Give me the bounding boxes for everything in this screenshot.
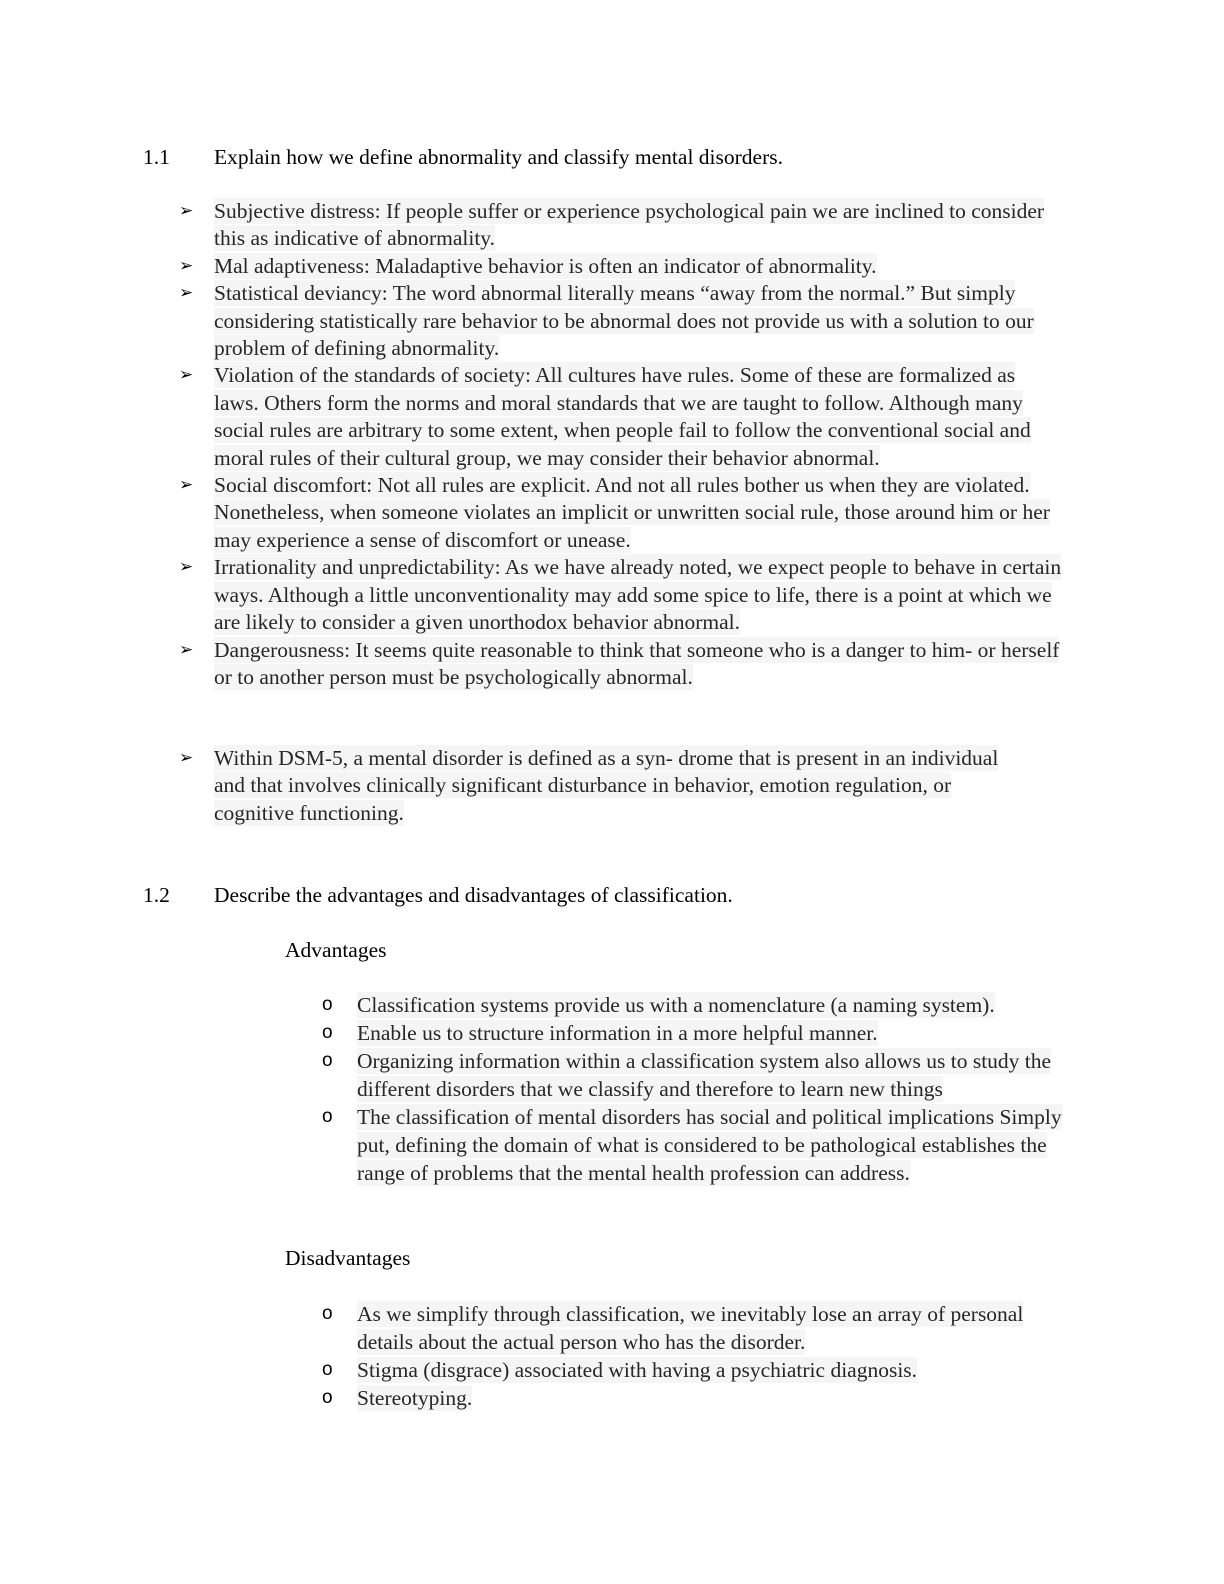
list-item: ➢ Statistical deviancy: The word abnormal literally means “away from the normal.” But simply considering statistically rare behavior to be abnormal does not provide us with a solution to our problem of defining abnormality. — [179, 281, 1034, 361]
circle-bullet-icon: o — [322, 1387, 333, 1408]
list-item: o Enable us to structure information in a more helpful manner. — [322, 1021, 878, 1045]
arrow-bullet-icon: ➢ — [179, 283, 194, 304]
arrow-bullet-icon: ➢ — [179, 557, 194, 578]
section-title: Explain how we define abnormality and classify mental disorders. — [214, 145, 783, 169]
list-item: ➢ Violation of the standards of society: All cultures have rules. Some of these are formalized as laws. Others form the norms and moral standards that we are taught to follow. Although many social rules are arbitrary to some extent, when people fail to follow the conventional social and moral rules of their cultural group, we may consider their behavior abnormal. — [179, 363, 1031, 470]
circle-bullet-icon: o — [322, 1050, 333, 1071]
list-item: o Stigma (disgrace) associated with having a psychiatric diagnosis. — [322, 1358, 918, 1382]
circle-bullet-icon: o — [322, 1359, 333, 1380]
list-item: ➢ Mal adaptiveness: Maladaptive behavior is often an indicator of abnormality. — [214, 253, 1064, 280]
section-heading-1-2 — [143, 882, 1043, 909]
list-item: ➢ Within DSM-5, a mental disorder is defined as a syn- drome that is present in an individual and that involves clinically significant disturbance in behavior, emotion regulation, or cognitive functioning. — [179, 746, 999, 825]
arrow-bullet-icon: ➢ — [179, 639, 194, 660]
arrow-bullet-icon: ➢ — [179, 365, 194, 386]
advantages-heading: Advantages — [285, 938, 387, 962]
section-title: Describe the advantages and disadvantages of classification. — [214, 883, 733, 907]
list-item: ➢ Social discomfort: Not all rules are explicit. And not all rules bother us when they are violated. Nonetheless, when someone violates an implicit or unwritten social rule, those around him or her may experience a sense of discomfort or unease. — [179, 473, 1050, 552]
section-number: 1.2 — [143, 883, 170, 907]
arrow-bullet-icon: ➢ — [179, 201, 194, 221]
circle-bullet-icon: o — [322, 994, 333, 1015]
dsm-definition-list — [179, 745, 1014, 827]
abnormality-criteria-list — [179, 198, 1064, 691]
circle-bullet-icon: o — [322, 1106, 333, 1127]
section-number: 1.1 — [143, 145, 170, 169]
list-item: o The classification of mental disorders has social and political implications Simply put, defining the domain of what is considered to be pathological establishes the range of problems that the mental health profession can address. — [322, 1105, 1062, 1185]
circle-bullet-icon: o — [322, 1303, 333, 1324]
list-item: o Stereotyping. — [322, 1386, 473, 1410]
disadvantages-heading: Disadvantages — [285, 1246, 411, 1270]
arrow-bullet-icon: ➢ — [179, 255, 194, 276]
list-item: ➢ Irrationality and unpredictability: As we have already noted, we expect people to behave in certain ways. Although a little unconventionality may add some spice to life, there is a point at which we are likely to consider a given unorthodox behavior abnormal. — [179, 555, 1062, 635]
list-item: o Classification systems provide us with a nomenclature (a naming system). — [322, 993, 995, 1017]
list-item: o Organizing information within a classification system also allows us to study the different disorders that we classify and therefore to learn new things — [322, 1049, 1052, 1101]
arrow-bullet-icon: ➢ — [179, 475, 194, 496]
advantages-list — [322, 991, 1072, 1187]
arrow-bullet-icon: ➢ — [179, 748, 194, 768]
list-item: ➢ Subjective distress: If people suffer or experience psychological pain we are inclined to consider this as indicative of abnormality. — [179, 199, 1045, 251]
disadvantages-list — [322, 1300, 1037, 1412]
circle-bullet-icon: o — [322, 1022, 333, 1043]
list-item: o As we simplify through classification, we inevitably lose an array of personal details about the actual person who has the disorder. — [322, 1302, 1024, 1354]
list-item: ➢ Dangerousness: It seems quite reasonable to think that someone who is a danger to him- or herself or to another person must be psychologically abnormal. — [179, 637, 1060, 689]
section-heading-1-1 — [143, 144, 1043, 171]
